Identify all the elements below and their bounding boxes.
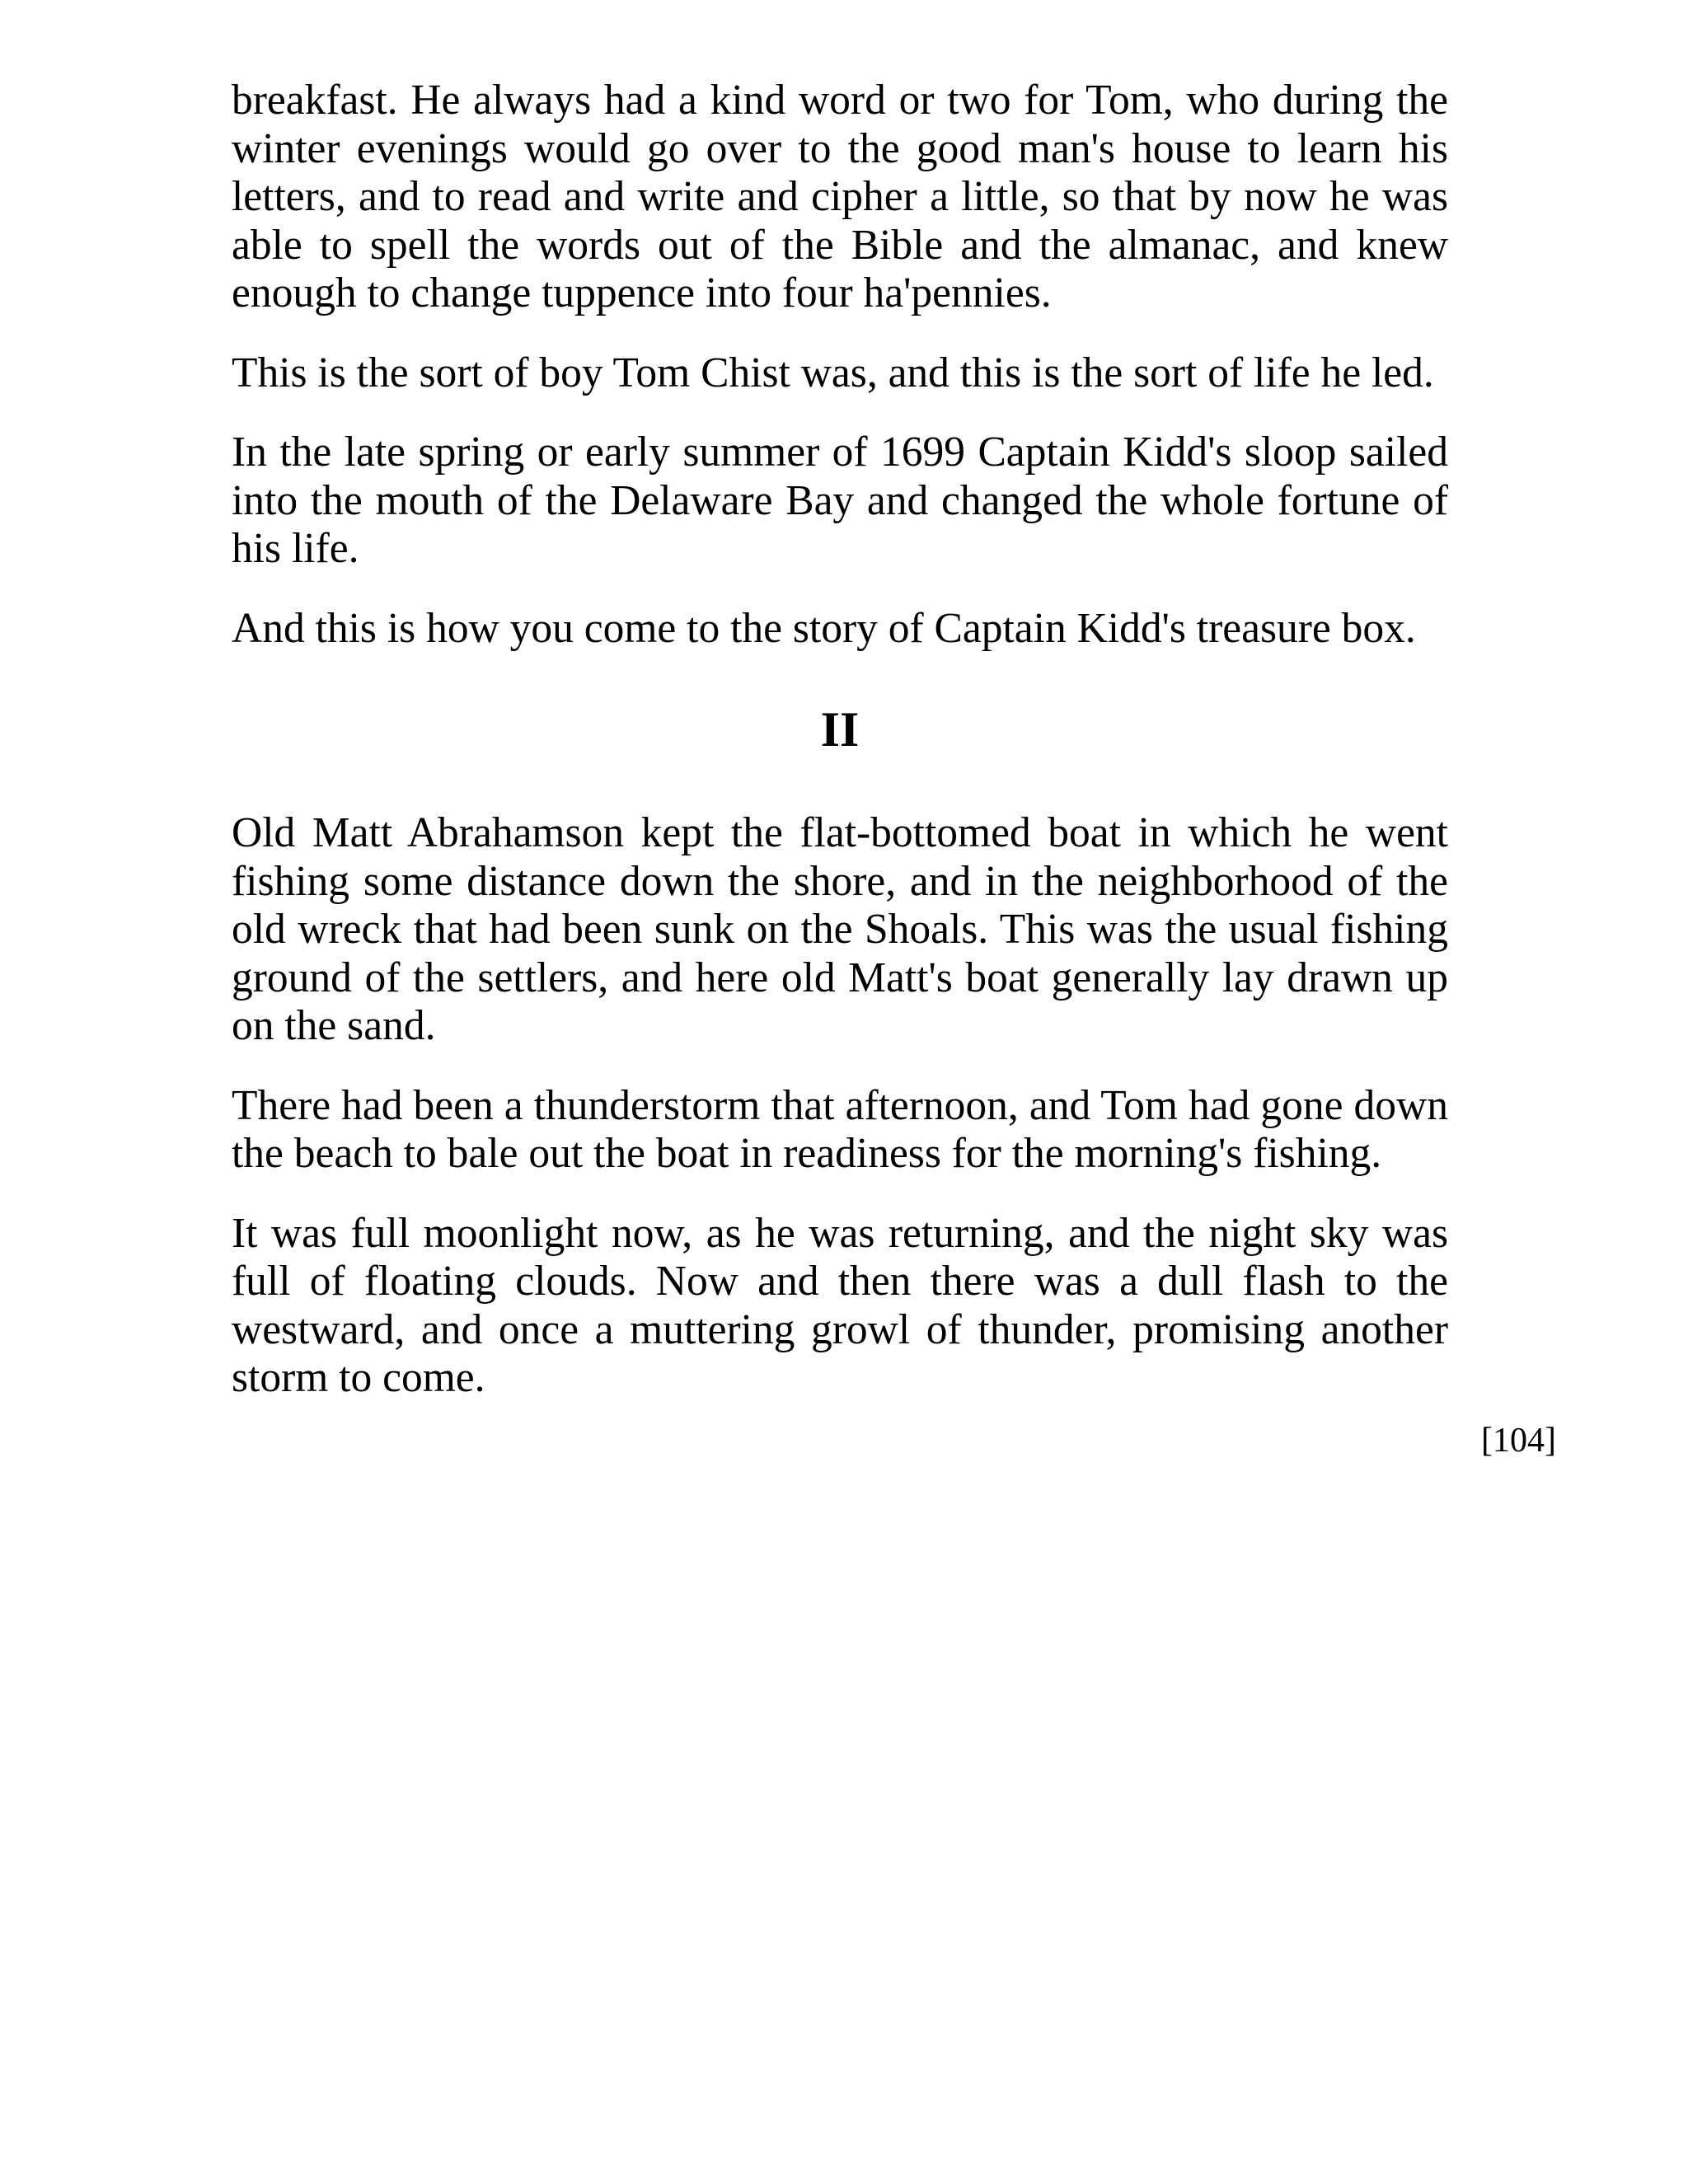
paragraph: In the late spring or early summer of 1699 Captain Kidd's sloop sailed into the mouth of the Delaware Bay and changed the whole fortune of his life. <box>232 429 1448 572</box>
paragraph: This is the sort of boy Tom Chist was, and this is the sort of life he led. <box>232 349 1434 396</box>
page-number: [104] <box>1481 1422 1556 1460</box>
paragraph: There had been a thunderstorm that afternoon, and Tom had gone down the beach to bale out the boat in readiness for the morning's fishing. <box>232 1081 1448 1177</box>
paragraph: Old Matt Abrahamson kept the flat-bottomed boat in which he went fishing some distance down the shore, and in the neighborhood of the old wreck that had been sunk on the Shoals. This was the usual fishing ground of the settlers, and here old Matt's boat generally lay drawn up on the sand. <box>232 809 1448 1049</box>
paragraph: And this is how you come to the story of Captain Kidd's treasure box. <box>232 604 1416 652</box>
text-column <box>232 77 1448 1434</box>
chapter-heading: II <box>820 702 860 757</box>
paragraph: breakfast. He always had a kind word or two for Tom, who during the winter evenings would go over to the good man's house to learn his letters, and to read and write and cipher a little, so that by now he was able to spell the words out of the Bible and the almanac, and knew enough to change tuppence into four ha'pennies. <box>232 77 1448 316</box>
paragraph: It was full moonlight now, as he was returning, and the night sky was full of floating clouds. Now and then there was a dull flash to the westward, and once a muttering growl of thunder, promising another storm to come. <box>232 1209 1448 1401</box>
